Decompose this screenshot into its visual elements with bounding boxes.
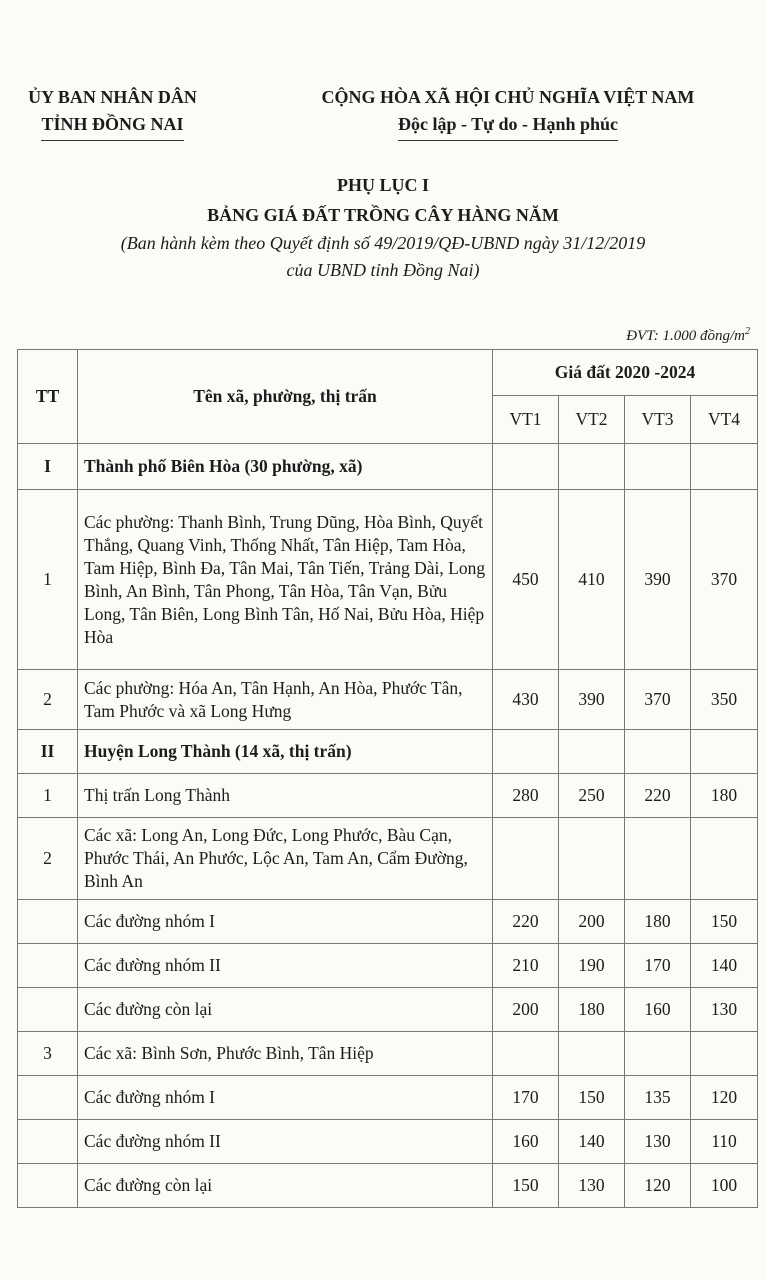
row-name: Thành phố Biên Hòa (30 phường, xã) — [78, 444, 493, 490]
row-name: Các xã: Long An, Long Đức, Long Phước, Bàu Cạn, Phước Thái, An Phước, Lộc An, Tam An, Cẩm Đường, Bình An — [78, 818, 493, 900]
row-vt1 — [493, 730, 559, 774]
table-row — [18, 944, 758, 988]
row-vt3: 135 — [625, 1076, 691, 1120]
row-vt2: 250 — [559, 774, 625, 818]
table-title: BẢNG GIÁ ĐẤT TRỒNG CÂY HÀNG NĂM — [207, 205, 559, 225]
row-name: Thị trấn Long Thành — [78, 774, 493, 818]
row-vt2 — [559, 818, 625, 900]
national-motto: Độc lập - Tự do - Hạnh phúc — [398, 111, 618, 141]
row-vt3: 130 — [625, 1120, 691, 1164]
row-tt: I — [18, 444, 78, 490]
row-vt2: 180 — [559, 988, 625, 1032]
header-vt2: VT2 — [559, 396, 625, 444]
table-row — [18, 730, 758, 774]
row-vt1: 220 — [493, 900, 559, 944]
appendix-title: PHỤ LỤC I — [336, 175, 429, 195]
row-name: Các xã: Bình Sơn, Phước Bình, Tân Hiệp — [78, 1032, 493, 1076]
row-name: Các đường nhóm I — [78, 900, 493, 944]
header-vt4: VT4 — [691, 396, 758, 444]
land-price-table — [17, 349, 758, 1208]
row-vt1: 160 — [493, 1120, 559, 1164]
row-vt3 — [625, 1032, 691, 1076]
issuer-line1: ỦY BAN NHÂN DÂN — [28, 87, 197, 107]
row-vt4: 370 — [691, 490, 758, 670]
row-name: Các đường còn lại — [78, 1164, 493, 1208]
header-vt3: VT3 — [625, 396, 691, 444]
row-vt4: 150 — [691, 900, 758, 944]
row-vt4 — [691, 444, 758, 490]
row-vt4: 140 — [691, 944, 758, 988]
row-vt2: 140 — [559, 1120, 625, 1164]
row-name: Các phường: Thanh Bình, Trung Dũng, Hòa Bình, Quyết Thắng, Quang Vinh, Thống Nhất, Tân Hiệp, Tam Hòa, Tam Hiệp, Bình Đa, Tân Mai, Tân Tiến, Trảng Dài, Long Bình, An Bình, Tân Phong, Tân Hòa, Tân Vạn, Bửu Long, Tân Biên, Long Bình Tân, Hố Nai, Bửu Hòa, Hiệp Hòa — [78, 490, 493, 670]
row-vt3 — [625, 730, 691, 774]
header-tt: TT — [18, 350, 78, 444]
table-row — [18, 988, 758, 1032]
row-vt4: 120 — [691, 1076, 758, 1120]
issuer-line2: TỈNH ĐỒNG NAI — [41, 111, 183, 141]
row-vt1: 150 — [493, 1164, 559, 1208]
row-tt — [18, 944, 78, 988]
row-tt — [18, 1076, 78, 1120]
header-vt1: VT1 — [493, 396, 559, 444]
row-vt1 — [493, 1032, 559, 1076]
table-row — [18, 670, 758, 730]
row-tt: 1 — [18, 774, 78, 818]
row-vt4: 110 — [691, 1120, 758, 1164]
row-vt2 — [559, 730, 625, 774]
row-vt4 — [691, 1032, 758, 1076]
row-vt1: 280 — [493, 774, 559, 818]
row-name: Các đường nhóm II — [78, 1120, 493, 1164]
table-row — [18, 1164, 758, 1208]
row-vt1 — [493, 818, 559, 900]
row-vt3: 180 — [625, 900, 691, 944]
row-vt4: 130 — [691, 988, 758, 1032]
national-name: CỘNG HÒA XÃ HỘI CHỦ NGHĨA VIỆT NAM — [321, 87, 695, 107]
unit-note: ĐVT: 1.000 đồng/$m^2$ — [626, 326, 750, 344]
decision-reference: (Ban hành kèm theo Quyết định số 49/2019/QĐ-UBND ngày 31/12/2019 — [120, 233, 646, 253]
row-vt3: 390 — [625, 490, 691, 670]
row-vt3: 370 — [625, 670, 691, 730]
table-row — [18, 444, 758, 490]
row-vt2: 410 — [559, 490, 625, 670]
row-vt4: 100 — [691, 1164, 758, 1208]
row-tt: 3 — [18, 1032, 78, 1076]
row-vt1: 170 — [493, 1076, 559, 1120]
row-vt2: 390 — [559, 670, 625, 730]
row-vt1: 430 — [493, 670, 559, 730]
row-vt3 — [625, 818, 691, 900]
row-vt4 — [691, 818, 758, 900]
issuer-block — [10, 84, 215, 141]
row-tt — [18, 1120, 78, 1164]
row-vt1: 210 — [493, 944, 559, 988]
header-name: Tên xã, phường, thị trấn — [78, 350, 493, 444]
row-name: Các phường: Hóa An, Tân Hạnh, An Hòa, Phước Tân, Tam Phước và xã Long Hưng — [78, 670, 493, 730]
row-vt2 — [559, 1032, 625, 1076]
row-vt3: 120 — [625, 1164, 691, 1208]
document-titles — [0, 170, 766, 284]
row-vt4: 180 — [691, 774, 758, 818]
row-vt2 — [559, 444, 625, 490]
row-vt3: 220 — [625, 774, 691, 818]
row-tt: II — [18, 730, 78, 774]
row-name: Các đường nhóm I — [78, 1076, 493, 1120]
row-vt2: 130 — [559, 1164, 625, 1208]
row-name: Các đường nhóm II — [78, 944, 493, 988]
row-tt — [18, 900, 78, 944]
row-vt4 — [691, 730, 758, 774]
row-name: Huyện Long Thành (14 xã, thị trấn) — [78, 730, 493, 774]
decision-issuer: của UBND tỉnh Đồng Nai) — [286, 260, 480, 280]
row-tt — [18, 988, 78, 1032]
row-vt1 — [493, 444, 559, 490]
table-row — [18, 900, 758, 944]
table-row — [18, 818, 758, 900]
row-vt2: 190 — [559, 944, 625, 988]
table-row — [18, 1076, 758, 1120]
row-vt1: 200 — [493, 988, 559, 1032]
table-row — [18, 1120, 758, 1164]
row-tt: 2 — [18, 818, 78, 900]
row-name: Các đường còn lại — [78, 988, 493, 1032]
row-tt: 2 — [18, 670, 78, 730]
table-row — [18, 774, 758, 818]
row-vt3: 170 — [625, 944, 691, 988]
header-price: Giá đất 2020 -2024 — [493, 350, 758, 396]
row-tt: 1 — [18, 490, 78, 670]
row-vt2: 150 — [559, 1076, 625, 1120]
table-row — [18, 490, 758, 670]
row-tt — [18, 1164, 78, 1208]
row-vt2: 200 — [559, 900, 625, 944]
national-motto-block — [278, 84, 738, 141]
row-vt3 — [625, 444, 691, 490]
table-row — [18, 1032, 758, 1076]
row-vt1: 450 — [493, 490, 559, 670]
row-vt4: 350 — [691, 670, 758, 730]
row-vt3: 160 — [625, 988, 691, 1032]
